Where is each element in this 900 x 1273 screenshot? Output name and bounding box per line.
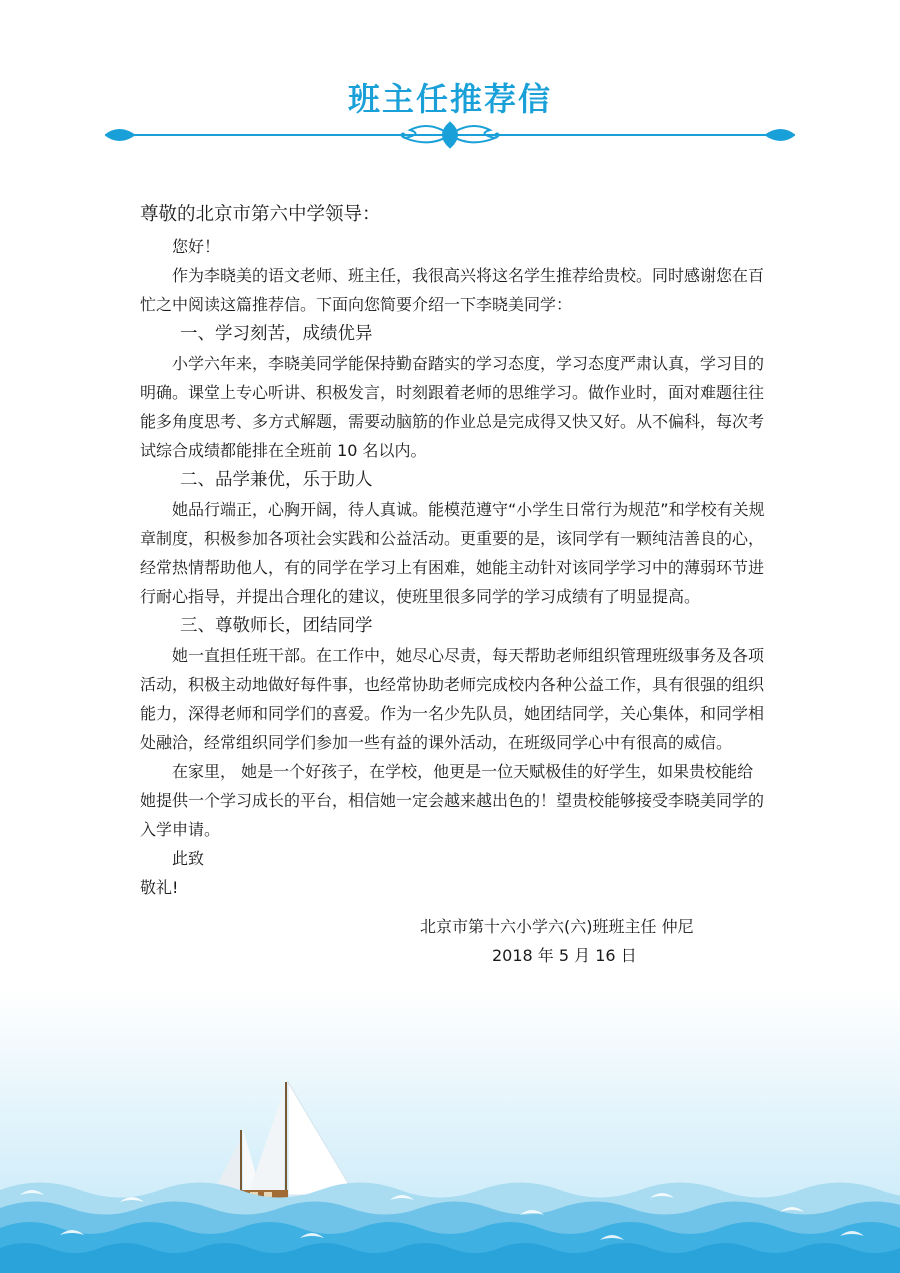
section-body-1: 小学六年来，李晓美同学能保持勤奋踏实的学习态度，学习态度严肃认真，学习目的明确。课堂上专心听讲、积极发言，时刻跟着老师的思维学习。做作业时，面对难题往往能多角度思考、多方式解题，需要动脑筋的作业总是完成得又快又好。从不偏科，每次考试综合成绩都能排在全班前 10 名以内。 [140,354,765,460]
section-heading-1: 一、学习刻苦，成绩优异 [180,324,373,344]
salutation: 尊敬的北京市第六中学领导： [140,204,381,225]
section-heading-3: 三、尊敬师长，团结同学 [180,616,373,636]
intro-paragraph: 作为李晓美的语文老师、班主任，我很高兴将这名学生推荐给贵校。同时感谢您在百忙之中阅读这篇推荐信。下面向您简要介绍一下李晓美同学： [140,266,765,314]
conclusion-paragraph: 在家里， 她是一个好孩子，在学校，他更是一位天赋极佳的好学生，如果贵校能给她提供一个学习成长的平台，相信她一定会越来越出色的！望贵校能够接受李晓美同学的入学申请。 [140,762,765,839]
sea-sailboat-illustration [0,990,900,1273]
section-body-3: 她一直担任班干部。在工作中，她尽心尽责，每天帮助老师组织管理班级事务及各项活动，积极主动地做好每件事，也经常协助老师完成校内各种公益工作，具有很强的组织能力，深得老师和同学们的喜爱。作为一名少先队员，她团结同学，关心集体，和同学相处融洽，经常组织同学们参加一些有益的课外活动，在班级同学心中有很高的威信。 [140,646,765,752]
section-heading-2: 二、品学兼优，乐于助人 [180,470,373,490]
letter-body [140,200,765,902]
closing-line-1: 此致 [172,849,205,868]
greeting: 您好！ [172,237,221,256]
signature-block [140,912,765,970]
section-body-2: 她品行端正，心胸开阔，待人真诚。能模范遵守“小学生日常行为规范”和学校有关规章制度，积极参加各项社会实践和公益活动。更重要的是，该同学有一颗纯洁善良的心，经常热情帮助他人，有的同学在学习上有困难，她能主动针对该同学学习中的薄弱环节进行耐心指导，并提出合理化的建议，使班里很多同学的学习成绩有了明显提高。 [140,500,765,606]
title-divider-ornament [105,118,795,152]
signature: 北京市第十六小学六(六)班班主任 仲尼 [420,917,694,936]
closing-line-2: 敬礼! [140,878,179,897]
letter-date: 2018 年 5 月 16 日 [492,946,637,965]
page-title: 班主任推荐信 [347,80,552,118]
